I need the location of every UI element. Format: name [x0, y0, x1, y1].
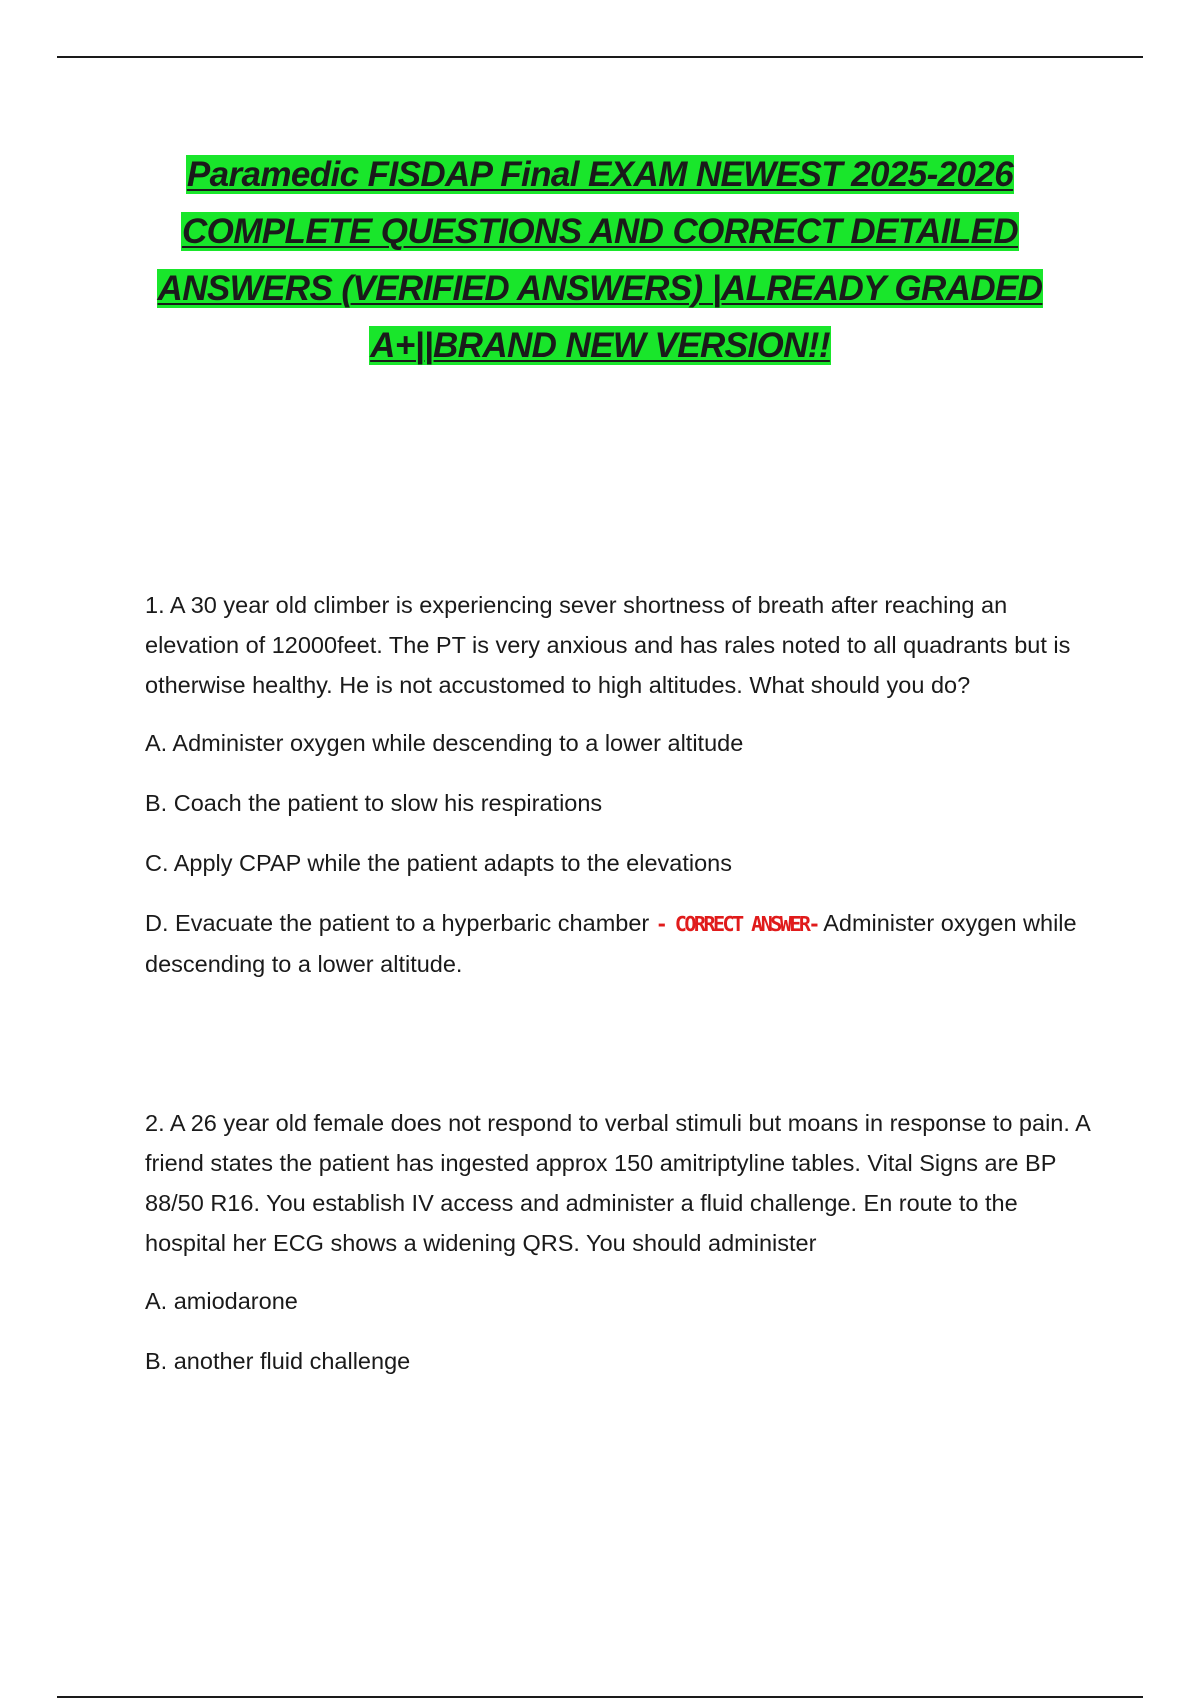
correct-answer-label: - CORRECT ANSWER-	[655, 912, 818, 936]
option-c: C. Apply CPAP while the patient adapts to the elevations	[145, 850, 732, 876]
title-line-2: COMPLETE QUESTIONS AND CORRECT DETAILED	[181, 212, 1019, 251]
question-text: 2. A 26 year old female does not respond to verbal stimuli but moans in response to pain. A friend states the patient has ingested approx 150 amitriptyline tables. Vital Signs are BP 88/50 R16. You establish IV access and administer a fluid challenge. En route to the hospital her ECG shows a widening QRS. You should administer	[145, 1110, 1090, 1256]
option-a: A. amiodarone	[145, 1288, 298, 1314]
correct-answer-text: Administer oxygen while descending to a lower altitude.	[145, 910, 1077, 977]
title-line-1: Paramedic FISDAP Final EXAM NEWEST 2025-2026	[186, 155, 1014, 194]
document-title	[100, 146, 1100, 374]
question-2	[145, 1103, 1095, 1401]
question-text: 1. A 30 year old climber is experiencing sever shortness of breath after reaching an elevation of 12000feet. The PT is very anxious and has rales noted to all quadrants but is otherwise healthy. He is not accustomed to high altitudes. What should you do?	[145, 592, 1071, 698]
question-1	[145, 585, 1095, 1004]
option-b: B. another fluid challenge	[145, 1348, 411, 1374]
header-rule	[57, 56, 1143, 58]
footer-rule	[57, 1696, 1143, 1698]
option-b: B. Coach the patient to slow his respirations	[145, 790, 603, 816]
option-a: A. Administer oxygen while descending to a lower altitude	[145, 730, 744, 756]
option-d	[145, 903, 1095, 984]
title-line-4: A+||BRAND NEW VERSION!!	[370, 326, 830, 365]
title-line-3: ANSWERS (VERIFIED ANSWERS) |ALREADY GRADED	[157, 269, 1043, 308]
option-d-text: D. Evacuate the patient to a hyperbaric chamber	[145, 910, 656, 936]
